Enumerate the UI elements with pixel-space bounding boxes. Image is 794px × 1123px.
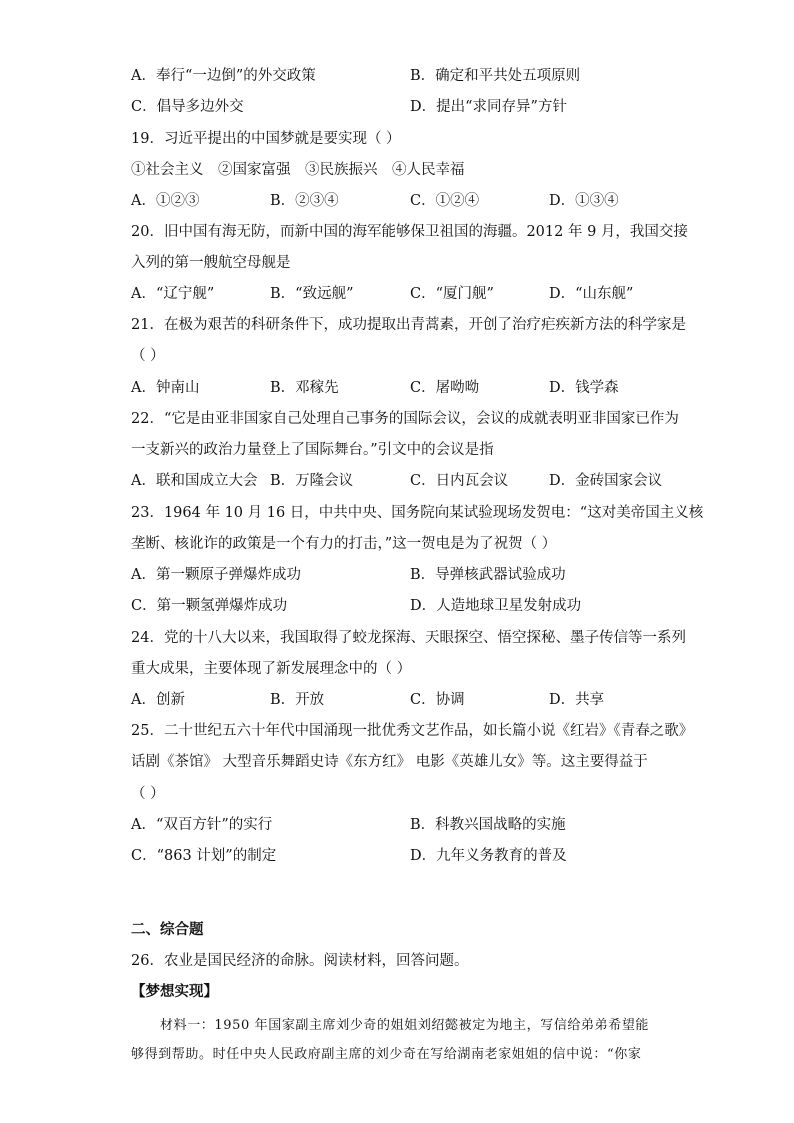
q24-option-a: A．创新: [131, 692, 185, 708]
q21-option-c: C．屠呦呦: [410, 380, 480, 396]
q19-items: ①社会主义 ②国家富强 ③民族振兴 ④人民幸福: [131, 162, 465, 178]
q19-option-d: D．①③④: [549, 193, 619, 209]
q22-option-c: C．日内瓦会议: [410, 473, 509, 489]
q18-option-b: B．确定和平共处五项原则: [410, 68, 581, 84]
q24-stem-line2: 重大成果，主要体现了新发展理念中的（ ）: [131, 661, 412, 677]
q21-stem-line2: （ ）: [131, 348, 165, 364]
q22-stem-line2: 一支新兴的政治力量登上了国际舞台。”引文中的会议是指: [131, 442, 494, 458]
q25-option-b: B．科教兴国战略的实施: [410, 817, 566, 833]
q21-option-b: B．邓稼先: [270, 380, 339, 396]
material-line2: 够得到帮助。时任中央人民政府副主席的刘少奇在写给湖南老家姐姐的信中说：“你家: [131, 1047, 642, 1062]
q23-stem-line2: 垄断、核讹诈的政策是一个有力的打击，”这一贺电是为了祝贺（ ）: [131, 536, 557, 552]
q24-stem-line1: 24．党的十八大以来，我国取得了蛟龙探海、天眼探空、悟空探秘、墨子传信等一系列: [131, 630, 686, 646]
q23-option-a: A．第一颗原子弹爆炸成功: [131, 567, 301, 583]
q18-option-a: A．奉行“一边倒”的外交政策: [131, 68, 316, 84]
section-title: 二、综合题: [131, 921, 204, 938]
q20-option-c: C．“厦门舰”: [410, 286, 494, 302]
q19-option-c: C．①②④: [410, 193, 480, 209]
q21-stem-line1: 21．在极为艰苦的科研条件下，成功提取出青蒿素，开创了治疗疟疾新方法的科学家是: [131, 317, 686, 333]
q25-stem-line3: （ ）: [131, 786, 165, 802]
q24-option-b: B．开放: [270, 692, 325, 708]
q21-option-d: D．钱学森: [549, 380, 619, 396]
material-heading: 【梦想实现】: [131, 983, 218, 1000]
q18-option-d: D．提出“求同存异”方针: [410, 99, 567, 115]
q23-option-d: D．人造地球卫星发射成功: [410, 598, 582, 614]
q23-stem-line1: 23．1964 年 10 月 16 日，中共中央、国务院向某试验现场发贺电：“这对美帝国主义核: [131, 505, 704, 521]
q19-stem: 19．习近平提出的中国梦就是要实现（ ）: [131, 131, 401, 147]
q20-option-d: D．“山东舰”: [549, 286, 634, 302]
q25-stem-line2: 话剧《茶馆》 大型音乐舞蹈史诗《东方红》 电影《英雄儿女》等。这主要得益于: [131, 754, 648, 770]
q20-stem-line2: 入列的第一艘航空母舰是: [131, 255, 291, 271]
q18-option-c: C．倡导多边外交: [131, 99, 244, 115]
q26-stem: 26．农业是国民经济的命脉。阅读材料，回答问题。: [131, 953, 469, 969]
q22-option-a: A．联和国成立大会: [131, 473, 258, 489]
q24-option-c: C．协调: [410, 692, 465, 708]
q19-option-a: A．①②③: [131, 193, 200, 209]
q22-option-d: D．金砖国家会议: [549, 473, 663, 489]
q22-option-b: B．万隆会议: [270, 473, 354, 489]
q25-option-d: D．九年义务教育的普及: [410, 848, 567, 864]
q19-option-b: B．②③④: [270, 193, 339, 209]
q25-option-c: C．“863 计划”的制定: [131, 848, 277, 864]
q25-option-a: A．“双百方针”的实行: [131, 817, 273, 833]
q24-option-d: D．共享: [549, 692, 605, 708]
q20-stem-line1: 20．旧中国有海无防，而新中国的海军能够保卫祖国的海疆。2012 年 9 月，我国交接: [131, 224, 688, 240]
q21-option-a: A．钟南山: [131, 380, 200, 396]
q23-option-b: B．导弹核武器试验成功: [410, 567, 566, 583]
q20-option-a: A．“辽宁舰”: [131, 286, 215, 302]
material-line1: 材料一：1950 年国家副主席刘少奇的姐姐刘绍懿被定为地主，写信给弟弟希望能: [160, 1018, 650, 1033]
q23-option-c: C．第一颗氢弹爆炸成功: [131, 598, 288, 614]
q25-stem-line1: 25．二十世纪五六十年代中国涌现一批优秀文艺作品，如长篇小说《红岩》《青春之歌》: [131, 723, 694, 739]
q20-option-b: B．“致远舰”: [270, 286, 354, 302]
q22-stem-line1: 22．“它是由亚非国家自己处理自己事务的国际会议，会议的成就表明亚非国家已作为: [131, 411, 679, 427]
